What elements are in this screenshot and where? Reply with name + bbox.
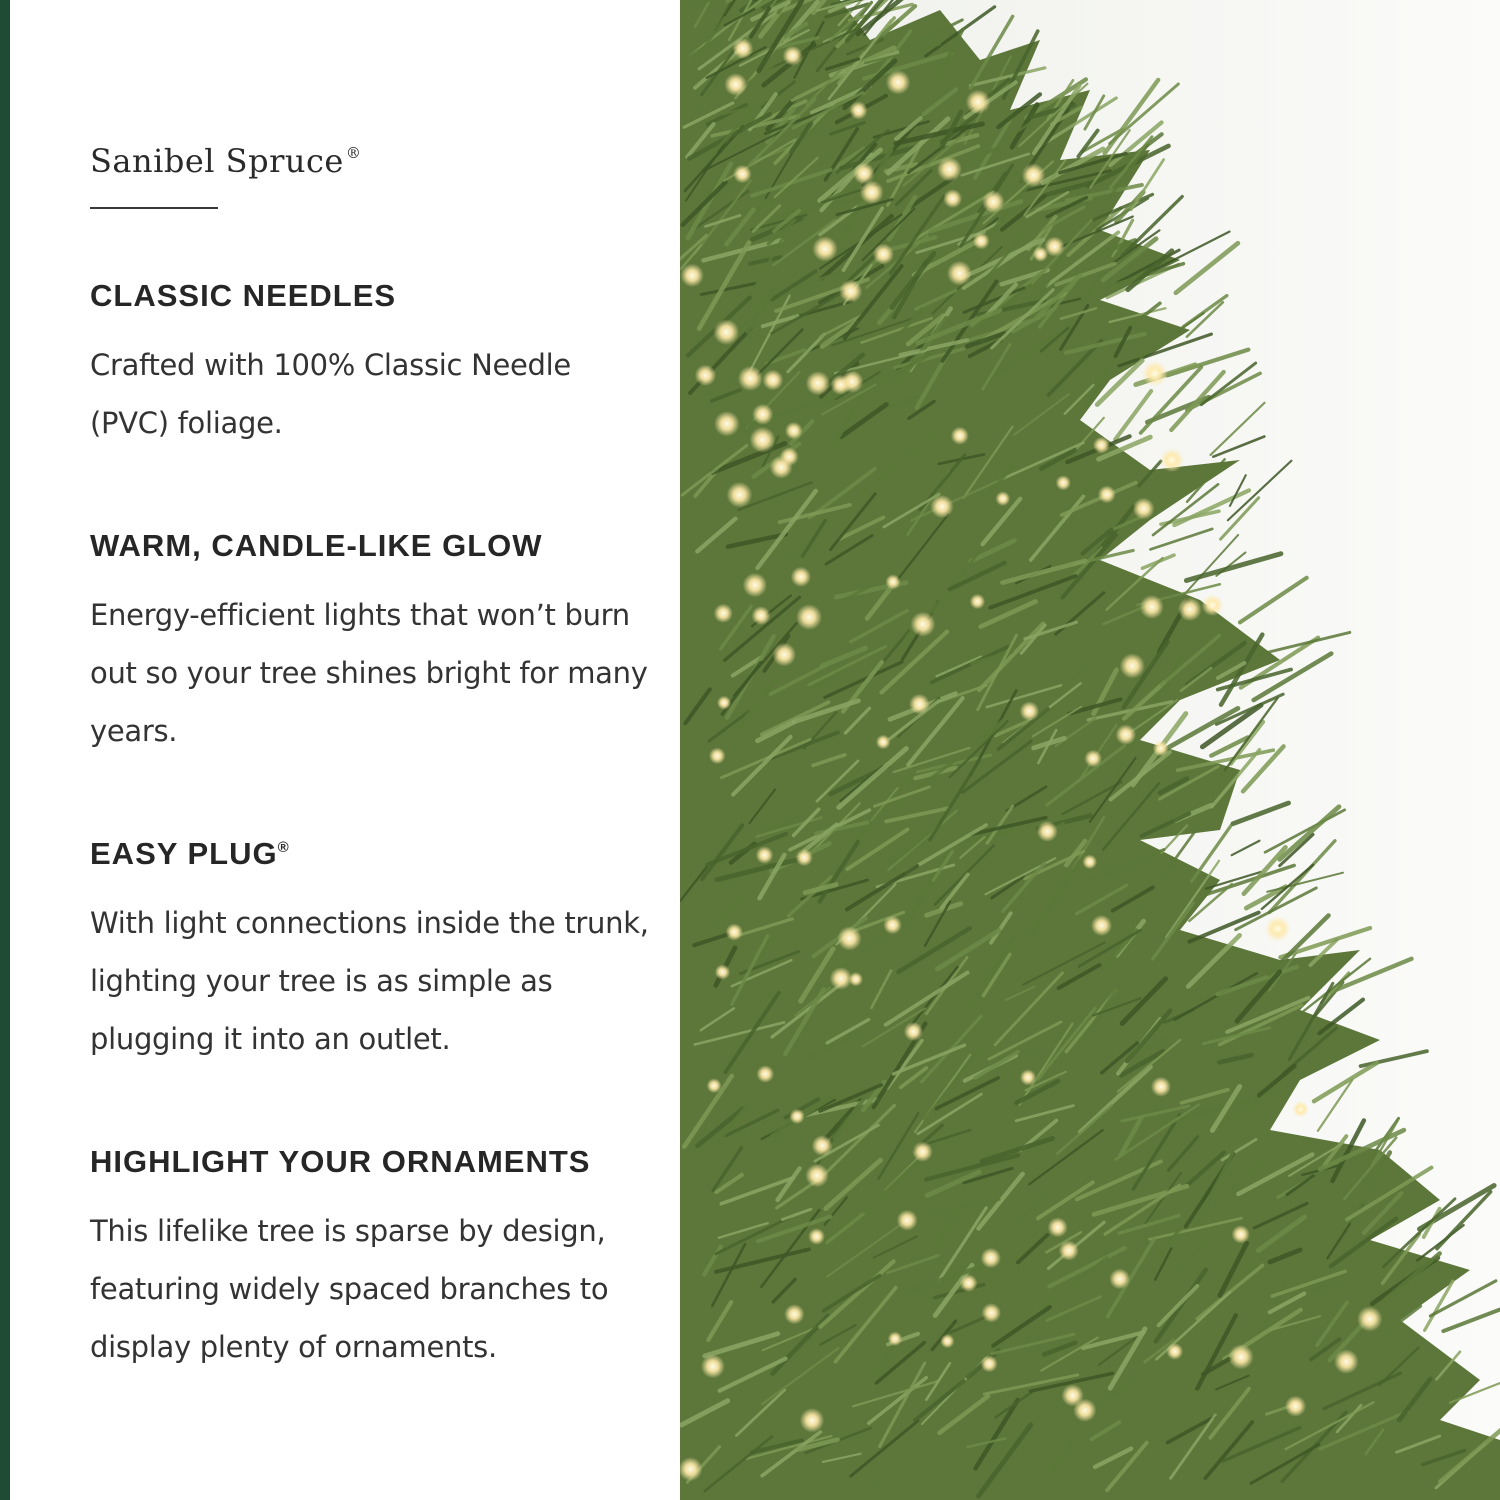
tree-light — [885, 574, 900, 589]
tree-light — [805, 1164, 828, 1187]
tree-light — [1285, 1396, 1306, 1417]
tree-light — [940, 1334, 954, 1348]
tree-light — [837, 926, 861, 950]
tree-light — [1334, 1349, 1359, 1374]
tree-light — [1142, 361, 1168, 387]
tree-light — [812, 236, 837, 261]
tree-light — [680, 264, 703, 287]
tree-light — [738, 366, 763, 391]
feature-title — [90, 528, 650, 564]
tree-light — [876, 735, 891, 750]
tree-light — [796, 604, 822, 630]
tree-light — [995, 491, 1010, 506]
tree-light — [772, 643, 796, 667]
tree-light — [873, 244, 894, 265]
tree-light — [888, 1332, 903, 1347]
tree-light — [912, 1141, 932, 1161]
tree-light — [849, 101, 867, 119]
feature-title — [90, 836, 650, 872]
tree-light — [1082, 854, 1097, 869]
tree-light — [713, 319, 739, 345]
tree-light — [1056, 475, 1071, 490]
tree-light — [1151, 1077, 1171, 1097]
tree-light — [982, 191, 1005, 214]
tree-light — [1140, 595, 1164, 619]
tree-light — [709, 748, 726, 765]
tree-light — [812, 1135, 833, 1156]
tree-light — [830, 375, 850, 395]
tree-light — [1292, 1101, 1308, 1117]
brand-registered-mark: ® — [345, 144, 362, 162]
tree-light — [897, 1210, 918, 1231]
tree-light — [732, 38, 753, 59]
tree-light — [1228, 1344, 1253, 1369]
tree-light — [930, 495, 953, 518]
tree-light — [1048, 1217, 1068, 1237]
tree-light — [1160, 448, 1184, 472]
tree-light — [1166, 1343, 1183, 1360]
feature-title-mark: ® — [277, 839, 290, 856]
feature-warm-glow — [90, 528, 650, 760]
tree-light — [707, 1078, 722, 1093]
feature-body: With light connections inside the trunk, lighting your tree is as simple as plugging it into an outlet. — [90, 906, 649, 1056]
tree-light — [1178, 597, 1202, 621]
tree-light — [951, 427, 969, 445]
tree-light — [714, 411, 740, 437]
feature-title-text: CLASSIC NEEDLES — [90, 278, 397, 313]
tree-light — [752, 404, 773, 425]
tree-light — [1153, 740, 1169, 756]
tree-light — [715, 964, 730, 979]
tree-light — [770, 456, 793, 479]
tree-light — [943, 189, 962, 208]
tree-light — [752, 606, 771, 625]
tree-light — [981, 1248, 1001, 1268]
tree-light — [695, 365, 716, 386]
tree-light — [1061, 1384, 1083, 1406]
tree-light — [1202, 594, 1224, 616]
tree-light — [1037, 821, 1058, 842]
tree-light — [883, 916, 902, 935]
tree-light — [982, 1303, 1001, 1322]
brand-divider — [90, 207, 218, 209]
tree-light — [947, 261, 972, 286]
green-edge-bar — [0, 0, 10, 1500]
tree-light — [808, 1228, 825, 1245]
tree-light — [796, 849, 813, 866]
tree-light — [1133, 498, 1155, 520]
pine-tree-with-lights-icon — [680, 0, 1500, 1500]
feature-highlight-ornaments — [90, 1144, 650, 1376]
tree-light — [1022, 163, 1046, 187]
tree-light — [1115, 724, 1136, 745]
feature-title-text: EASY PLUG — [90, 836, 278, 871]
tree-light — [1044, 237, 1064, 257]
feature-easy-plug — [90, 836, 650, 1068]
tree-light — [714, 604, 733, 623]
tree-light — [701, 1354, 725, 1378]
tree-light — [1093, 437, 1110, 454]
tree-light — [783, 46, 803, 66]
tree-light — [733, 165, 751, 183]
tree-light — [1232, 1225, 1250, 1243]
tree-photo — [680, 0, 1500, 1500]
tree-light — [726, 923, 743, 940]
tree-light — [853, 163, 875, 185]
tree-light — [784, 1304, 804, 1324]
feature-body: Energy-efficient lights that won’t burn out so your tree shines bright for many years. — [90, 598, 648, 748]
feature-body: Crafted with 100% Classic Needle (PVC) foliage. — [90, 348, 571, 440]
tree-light — [1120, 653, 1145, 678]
tree-light — [724, 73, 747, 96]
tree-light — [981, 1355, 998, 1372]
tree-light — [1020, 701, 1040, 721]
tree-light — [970, 594, 985, 609]
tree-light — [800, 1408, 825, 1433]
feature-title — [90, 278, 650, 314]
brand-name-text: Sanibel Spruce — [90, 142, 344, 180]
tree-light — [791, 567, 811, 587]
tree-light — [717, 696, 731, 710]
tree-light — [806, 371, 830, 395]
tree-light — [1059, 1241, 1079, 1261]
tree-light — [886, 70, 910, 94]
tree-light — [1265, 916, 1291, 942]
feature-classic-needles — [90, 278, 650, 452]
feature-title-text: WARM, CANDLE-LIKE GLOW — [90, 528, 543, 563]
tree-light — [904, 1022, 923, 1041]
tree-light — [785, 422, 803, 440]
tree-light — [1020, 1069, 1036, 1085]
tree-light — [1091, 915, 1112, 936]
tree-light — [1109, 1268, 1130, 1289]
tree-light — [839, 280, 862, 303]
feature-text-panel — [10, 0, 680, 1500]
tree-light — [937, 157, 962, 182]
feature-body: This lifelike tree is sparse by design, featuring widely spaced branches to display plenty of ornaments. — [90, 1214, 609, 1364]
brand-name — [90, 142, 361, 180]
tree-light — [973, 233, 990, 250]
feature-title-text: HIGHLIGHT YOUR ORNAMENTS — [90, 1144, 591, 1179]
tree-light — [966, 90, 991, 115]
tree-light — [743, 573, 768, 598]
tree-light — [909, 694, 930, 715]
tree-light — [849, 972, 863, 986]
tree-light — [960, 1274, 978, 1292]
tree-light — [1098, 485, 1116, 503]
feature-title — [90, 1144, 650, 1180]
tree-light — [762, 370, 783, 391]
tree-light — [750, 427, 776, 453]
tree-light — [910, 612, 935, 637]
tree-light — [756, 1065, 774, 1083]
tree-light — [1084, 750, 1102, 768]
tree-light — [756, 846, 774, 864]
tree-light — [789, 1109, 804, 1124]
tree-light — [1357, 1306, 1382, 1331]
tree-light — [727, 482, 753, 508]
